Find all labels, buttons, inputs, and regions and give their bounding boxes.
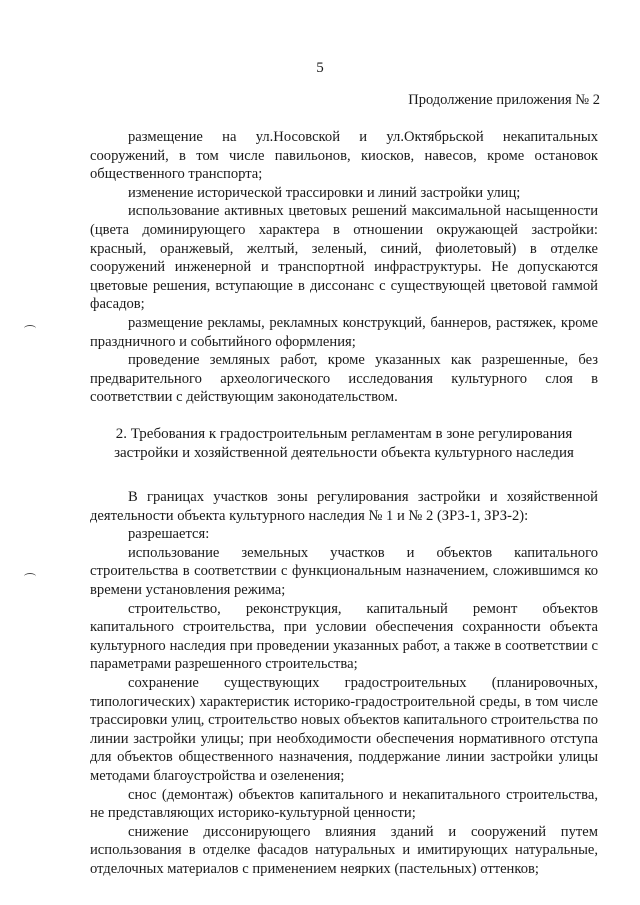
section-heading-line: застройки и хозяйственной деятельности объекта культурного наследия (114, 444, 574, 461)
document-body (90, 128, 598, 879)
allowed-item: снижение диссонирующего влияния зданий и сооружений путем использования в отделке фасадов натуральных и имитирующих натуральные, отделочных материалов с применением неярких (пастельных) оттенков; (90, 823, 598, 877)
list-a-item: использование активных цветовых решений максимальной насыщенности (цвета доминирующего характера в отношении окружающей застройки: красный, оранжевый, желтый, зеленый, синий, фиолетовый) в отделке сооружений инженерной и транспортной инфраструктуры. Не допускаются цветовые решения, вступающие в диссонанс с существующей цветовой гаммой фасадов; (90, 203, 598, 313)
margin-mark-2 (24, 573, 36, 580)
section-heading-line: 2. Требования к градостроительным регламентам в зоне регулирования (115, 425, 573, 442)
section-intro: В границах участков зоны регулирования застройки и хозяйственной деятельности объекта культурного наследия № 1 и № 2 (ЗРЗ-1, ЗРЗ-2): (90, 489, 598, 524)
margin-mark-1 (24, 325, 36, 332)
spacer (90, 462, 598, 488)
list-a-item: размещение на ул.Носовской и ул.Октябрьской некапитальных сооружений, в том числе павильонов, киосков, навесов, кроме остановок общественного транспорта; (90, 129, 598, 183)
list-a-item: проведение земляных работ, кроме указанных как разрешенные, без предварительного археологического исследования культурного слоя в соответствии с действующим законодательством. (90, 352, 598, 406)
list-a-item: размещение рекламы, рекламных конструкций, баннеров, растяжек, кроме праздничного и событийного оформления; (90, 314, 598, 350)
allowed-item: строительство, реконструкция, капитальный ремонт объектов капитального строительства, при условии обеспечения сохранности объекта культурного наследия при проведении указанных работ, а также в соответствии с параметрами разрешенного строительства; (90, 600, 598, 673)
section-heading (90, 425, 598, 462)
allowed-label: разрешается: (128, 526, 210, 543)
allowed-item: сохранение существующих градостроительных (планировочных, типологических) характеристик историко-градостроительной среды, в том числе трассировки улиц, строительство новых объектов капитального строительства по линии застройки улицы; при необходимости обеспечения нормативного отступа для объектов общественного назначения, поддержание линии застройки улицы методами благоустройства и озеленения; (90, 675, 598, 784)
allowed-item: снос (демонтаж) объектов капитального и некапитального строительства, не представляющих историко-культурной ценности; (90, 786, 598, 822)
running-head: Продолжение приложения № 2 (408, 92, 600, 108)
page-number: 5 (316, 60, 324, 76)
list-a-item: изменение исторической трассировки и линий застройки улиц; (128, 184, 521, 201)
allowed-item: использование земельных участков и объектов капитального строительства в соответствии с функциональным назначением, сложившимся ко времени установления режима; (90, 544, 598, 599)
